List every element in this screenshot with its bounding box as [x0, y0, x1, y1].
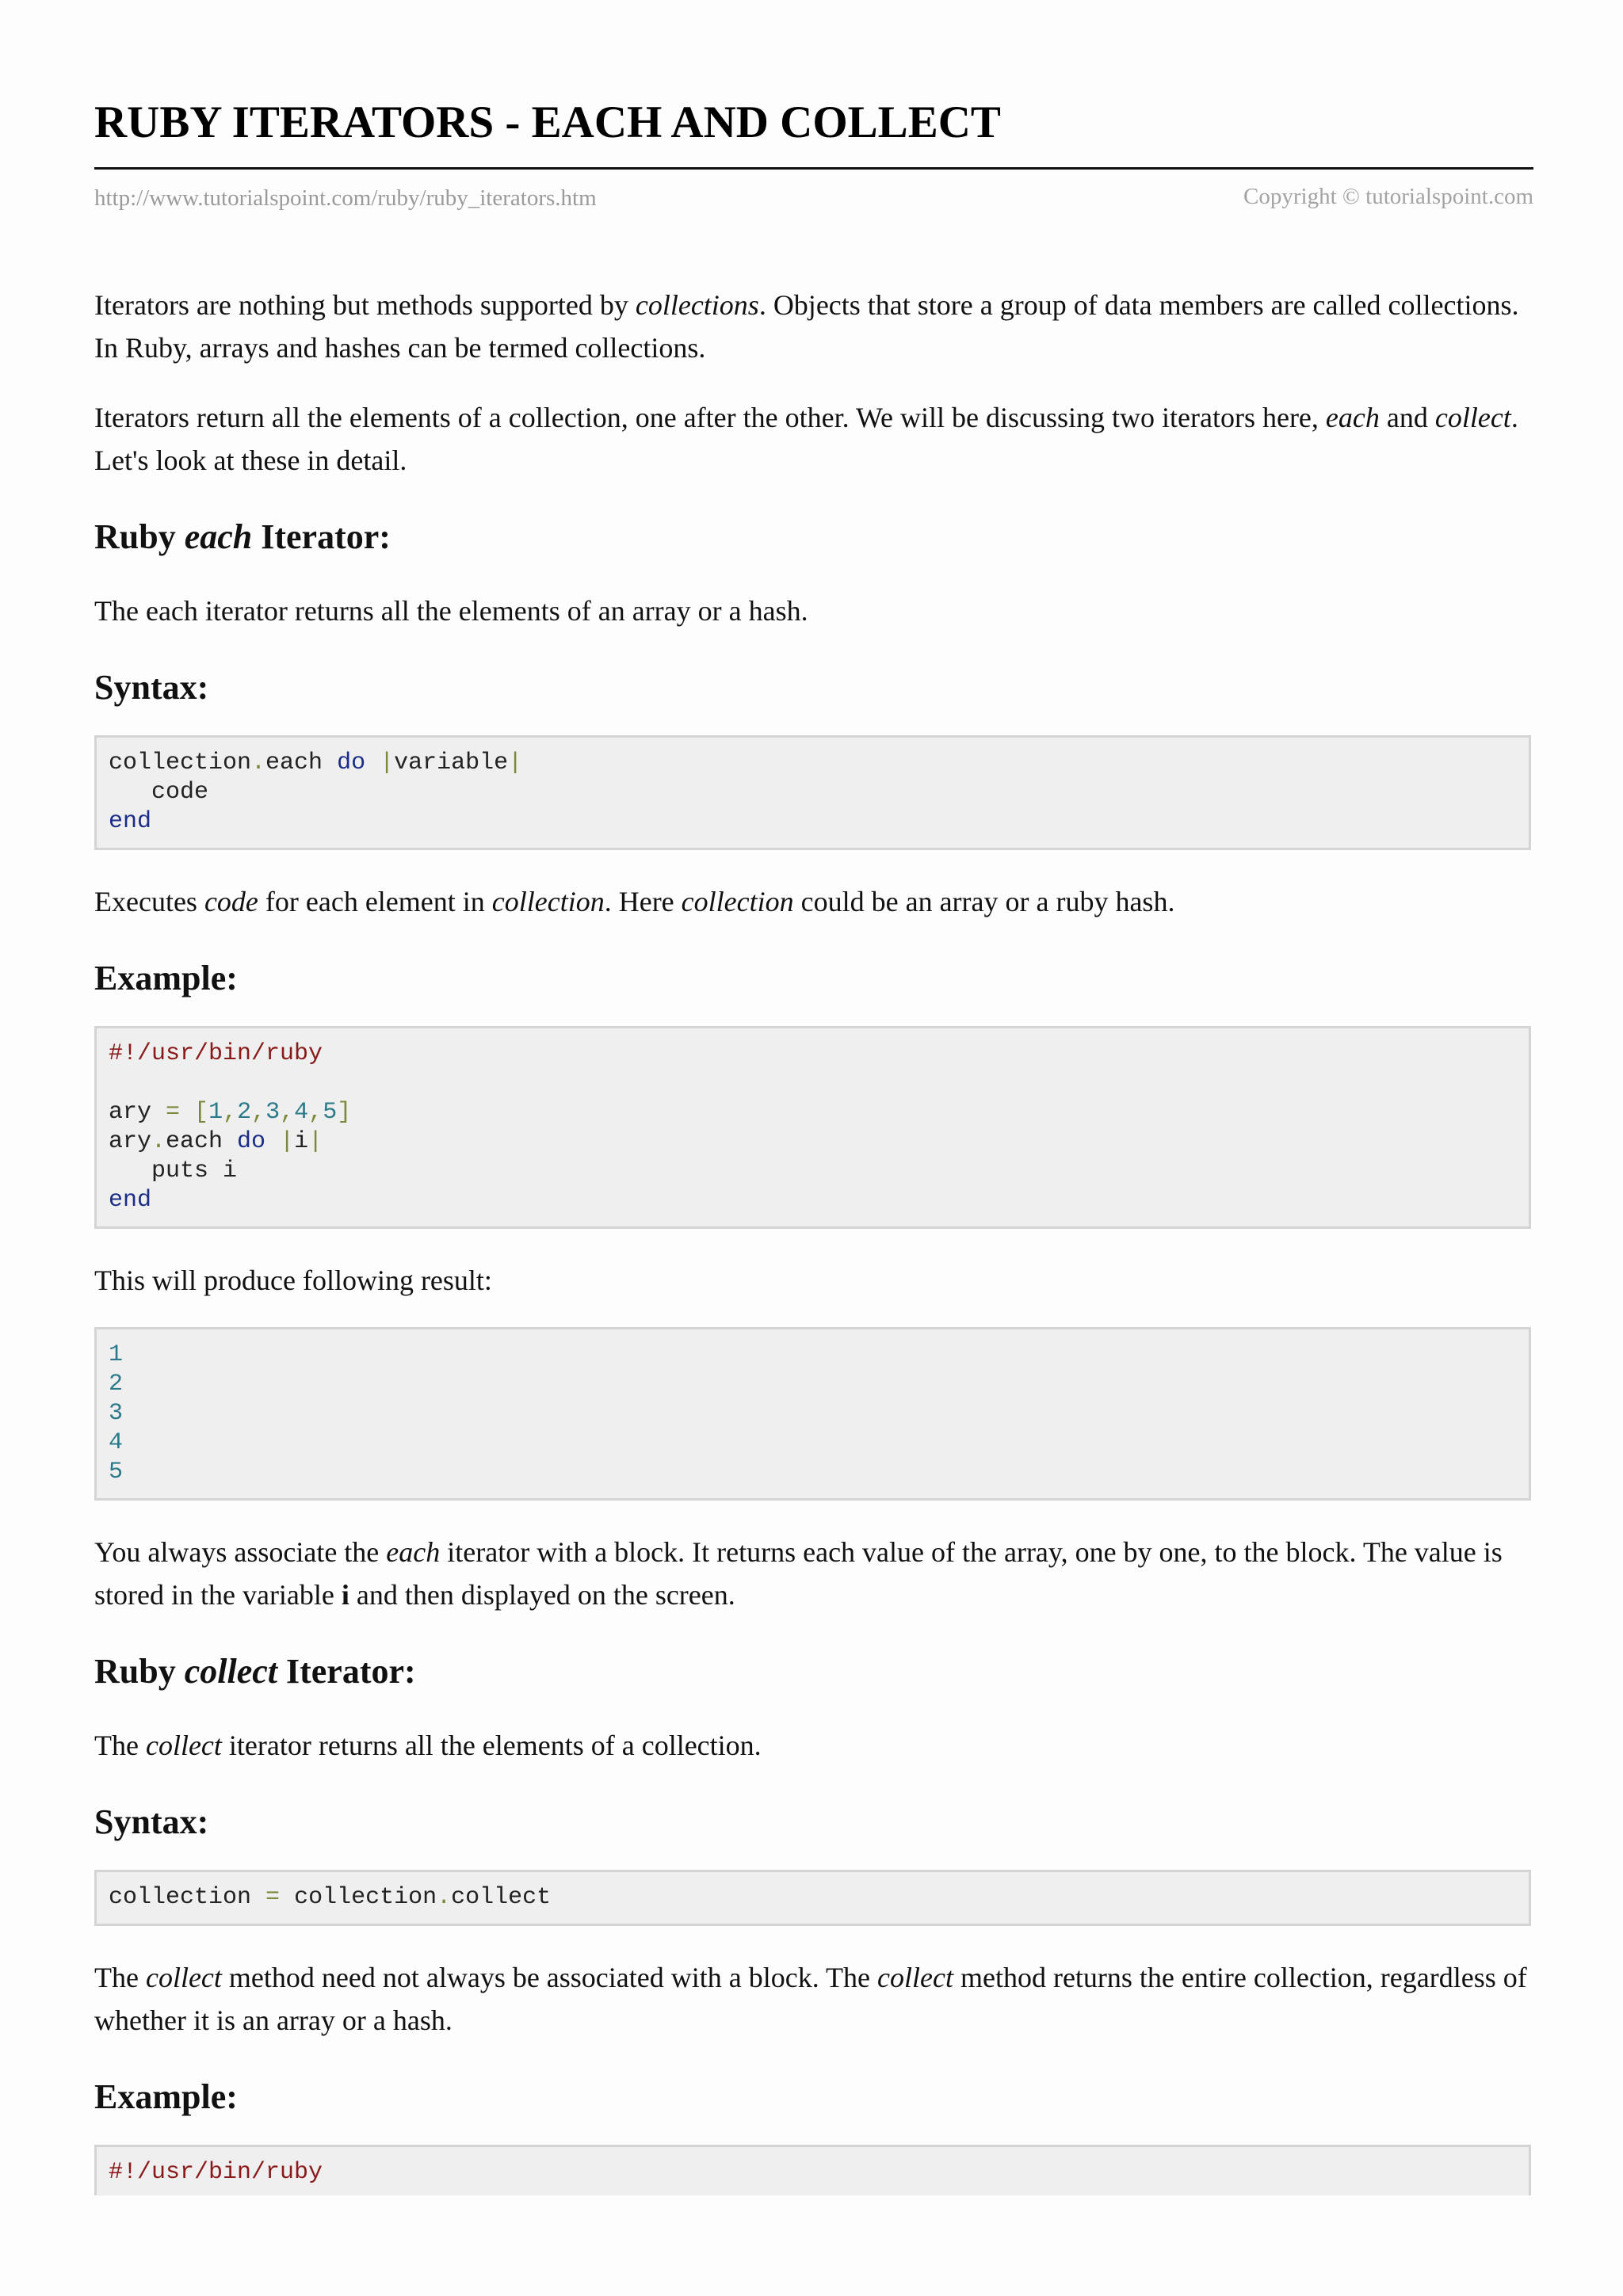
intro-paragraph-2: Iterators return all the elements of a collection, one after the other. We will be discussing two iterators here, each and collect. Let's look at these in detail. — [94, 402, 1518, 476]
each-description: The each iterator returns all the elements of an array or a hash. — [94, 595, 808, 627]
each-association-paragraph: You always associate the each iterator with a block. It returns each value of the array, one by one, to the block. The value is stored in the variable i and then displayed on the screen. — [94, 1536, 1503, 1611]
each-example-heading: Example: — [94, 959, 238, 997]
intro-paragraph-1: Iterators are nothing but methods supported by collections. Objects that store a group of data members are called collections. In Ruby, arrays and hashes can be termed collections. — [94, 289, 1519, 364]
source-url: http://www.tutorialspoint.com/ruby/ruby_iterators.htm — [94, 185, 597, 211]
collect-syntax-code-block: collection = collection.collect — [94, 1870, 1531, 1926]
collect-description: The collect iterator returns all the elements of a collection. — [94, 1730, 762, 1761]
each-syntax-code-block: collection.each do |variable| code end — [94, 735, 1531, 850]
page-title: RUBY ITERATORS - EACH AND COLLECT — [94, 97, 1001, 147]
collect-iterator-heading: Ruby collect Iterator: — [94, 1652, 416, 1691]
each-result-output-block: 1 2 3 4 5 — [94, 1327, 1531, 1501]
each-executes-paragraph: Executes code for each element in collection. Here collection could be an array or a ruby hash. — [94, 886, 1175, 917]
collect-example-code-block: #!/usr/bin/ruby — [94, 2145, 1531, 2195]
title-divider — [94, 167, 1533, 170]
collect-method-paragraph: The collect method need not always be associated with a block. The collect method returns the entire collection, regardless of whether it is an array or a hash. — [94, 1962, 1527, 2036]
each-example-code-block: #!/usr/bin/ruby ary = [1,2,3,4,5] ary.each do |i| puts i end — [94, 1026, 1531, 1229]
each-syntax-heading: Syntax: — [94, 668, 209, 707]
copyright-notice: Copyright © tutorialspoint.com — [1243, 184, 1533, 209]
result-intro: This will produce following result: — [94, 1264, 492, 1296]
article-body — [94, 284, 1533, 2195]
collect-syntax-heading: Syntax: — [94, 1802, 209, 1841]
each-iterator-heading: Ruby each Iterator: — [94, 517, 391, 556]
collect-example-heading: Example: — [94, 2077, 238, 2116]
